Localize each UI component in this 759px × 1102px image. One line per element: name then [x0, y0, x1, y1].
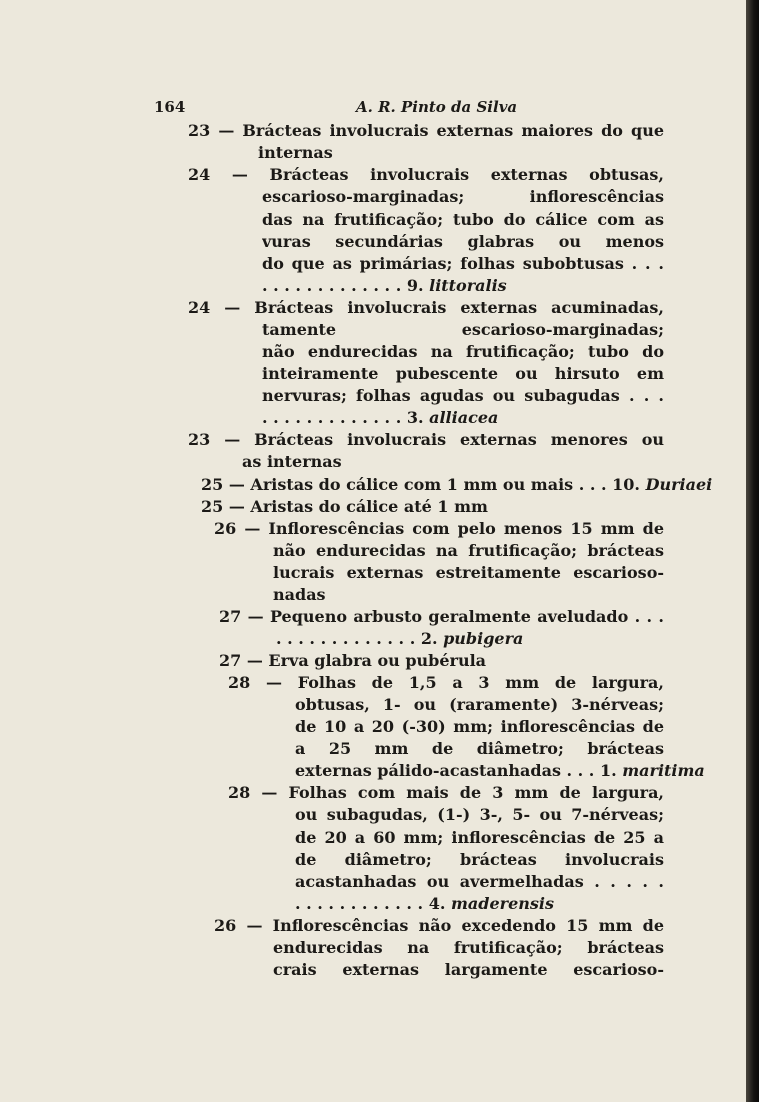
- key-line: 26 — Inflorescências não excedendo 15 mm de: [214, 916, 664, 935]
- key-line: [295, 893, 554, 915]
- key-line: tamente escarioso-marginadas;: [262, 320, 664, 339]
- key-line: do que as primárias; folhas subobtusas . . .: [262, 254, 664, 273]
- key-line: nervuras; folhas agudas ou subagudas . . .: [262, 386, 664, 405]
- key-line: [276, 628, 523, 650]
- key-line: internas: [258, 143, 333, 162]
- key-line: 23 — Brácteas involucrais externas maiores do que: [188, 121, 664, 140]
- leader-dots: . . . . . . . . . . . . . 2.: [276, 629, 438, 648]
- key-line: das na frutificação; tubo do cálice com as: [262, 210, 664, 229]
- key-line: as internas: [242, 452, 342, 471]
- key-line: de 20 a 60 mm; inflorescências de 25 a: [295, 828, 664, 847]
- key-line: de diâmetro; brácteas involucrais: [295, 850, 664, 869]
- leader-dots: . . . . . . . . . . . . . 9.: [262, 276, 424, 295]
- key-line: 24 — Brácteas involucrais externas obtusas,: [188, 165, 664, 184]
- leader-dots: . . . . . . . . . . . . . 3.: [262, 408, 424, 427]
- key-line: a 25 mm de diâmetro; brácteas: [295, 739, 664, 758]
- key-line: 27 — Erva glabra ou pubérula: [219, 651, 487, 670]
- page-number: 164: [154, 98, 186, 116]
- taxon-name: pubigera: [443, 629, 524, 648]
- taxon-name: maritima: [622, 761, 705, 780]
- key-line: 26 — Inflorescências com pelo menos 15 mm de: [214, 519, 664, 538]
- leader-dots: . . . . . . . . . . . . 4.: [295, 894, 446, 913]
- key-text: 25 — Aristas do cálice com 1 mm ou mais . . . 10.: [201, 475, 640, 494]
- key-line: escarioso-marginadas; inflorescências: [262, 187, 664, 206]
- taxon-name: littoralis: [429, 276, 507, 295]
- key-line: [295, 760, 705, 782]
- key-line: não endurecidas na frutificação; brácteas: [273, 541, 664, 560]
- key-line: 27 — Pequeno arbusto geralmente aveludado . . .: [219, 607, 664, 626]
- running-head: A. R. Pinto da Silva: [356, 98, 518, 116]
- key-line: inteiramente pubescente ou hirsuto em: [262, 364, 664, 383]
- key-line: crais externas largamente escarioso-: [273, 960, 664, 979]
- taxon-name: Duriaei: [645, 475, 713, 494]
- key-text: externas pálido-acastanhadas . . . 1.: [295, 761, 617, 780]
- key-line: vuras secundárias glabras ou menos: [262, 232, 664, 251]
- book-spine-edge: [746, 0, 759, 1102]
- key-line: obtusas, 1- ou (raramente) 3-nérveas;: [295, 695, 664, 714]
- key-line: endurecidas na frutificação; brácteas: [273, 938, 664, 957]
- key-line: nadas: [273, 585, 326, 604]
- key-line: [201, 474, 712, 496]
- taxon-name: alliacea: [429, 408, 499, 427]
- key-line: de 10 a 20 (-30) mm; inflorescências de: [295, 717, 664, 736]
- key-line: 28 — Folhas de 1,5 a 3 mm de largura,: [228, 673, 664, 692]
- key-line: acastanhadas ou avermelhadas . . . . .: [295, 872, 664, 891]
- key-line: ou subagudas, (1-) 3-, 5- ou 7-nérveas;: [295, 805, 664, 824]
- key-line: 28 — Folhas com mais de 3 mm de largura,: [228, 783, 664, 802]
- key-line: não endurecidas na frutificação; tubo do: [262, 342, 664, 361]
- key-line: lucrais externas estreitamente escarioso-: [273, 563, 664, 582]
- key-line: 24 — Brácteas involucrais externas acuminadas,: [188, 298, 664, 317]
- key-line: 23 — Brácteas involucrais externas menores ou: [188, 430, 664, 449]
- key-line: [262, 407, 498, 429]
- taxon-name: maderensis: [450, 894, 554, 913]
- key-line: 25 — Aristas do cálice até 1 mm: [201, 497, 488, 516]
- key-line: [262, 275, 507, 297]
